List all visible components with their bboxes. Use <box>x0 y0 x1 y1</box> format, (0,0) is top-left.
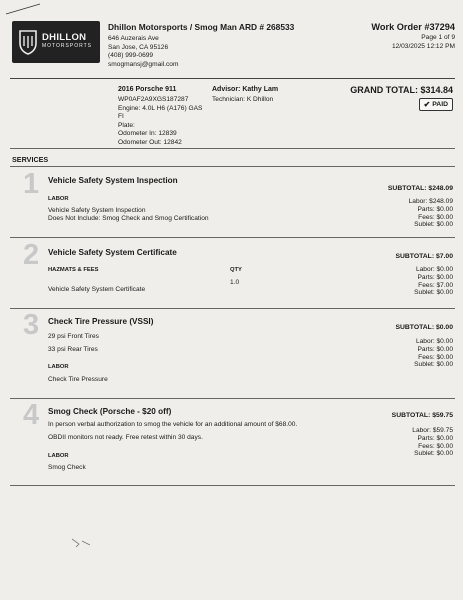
shop-address1: 646 Auzerais Ave <box>108 35 159 42</box>
work-order-datetime: 12/03/2025 12:12 PM <box>391 42 455 50</box>
service-number: 3 <box>23 309 40 341</box>
work-order-block <box>325 22 455 51</box>
shop-address2: San Jose, CA 95126 <box>108 43 169 51</box>
service-line: Vehicle Safety System Certificate <box>48 286 146 293</box>
shop-email: smogmansj@gmail.com <box>108 60 179 68</box>
service-title: Vehicle Safety System Inspection <box>48 176 178 185</box>
shield-logo-icon <box>18 29 38 55</box>
fees-amount: Fees: $0.00 <box>418 213 453 221</box>
advisor-name: Advisor: Kathy Lam <box>212 86 279 93</box>
advisor-info <box>212 86 322 105</box>
service-money <box>363 338 453 369</box>
service-line: Does Not Include: Smog Check and Smog Certification <box>48 215 209 222</box>
labor-amount: Labor: $0.00 <box>415 338 453 345</box>
service-section-label: LABOR <box>48 364 69 370</box>
scribble-mark <box>70 535 94 549</box>
service-number: 2 <box>23 239 40 271</box>
shop-info <box>108 22 328 69</box>
work-order-title: Work Order #37294 <box>371 22 455 32</box>
service-line: Check Tire Pressure <box>48 376 108 383</box>
service-subtotal: SUBTOTAL: $59.75 <box>391 412 453 419</box>
service-divider <box>10 308 455 309</box>
vehicle-engine-cont: FI <box>118 113 124 121</box>
service-money <box>363 427 453 458</box>
service-note: OBDII monitors not ready. Free retest within 30 days. <box>48 434 203 441</box>
labor-amount: Labor: $0.00 <box>415 266 453 273</box>
service-divider <box>10 237 455 238</box>
service-subtotal: SUBTOTAL: $7.00 <box>395 253 453 260</box>
vehicle-vin: WP0AF2A9XGS187287 <box>118 96 189 103</box>
qty-value: 1.0 <box>230 279 240 286</box>
vehicle-info <box>118 86 213 148</box>
labor-amount: Labor: $248.09 <box>408 198 453 205</box>
technician-name: Technician: K Dhillon <box>212 96 274 103</box>
shop-phone: (408) 999-0699 <box>108 52 154 60</box>
service-section-label: LABOR <box>48 453 69 459</box>
info-divider <box>10 148 455 149</box>
vehicle-model: 2016 Porsche 911 <box>118 86 177 93</box>
services-divider <box>10 166 455 167</box>
service-divider <box>10 398 455 399</box>
service-title: Vehicle Safety System Certificate <box>48 248 177 257</box>
sublet-amount: Sublet: $0.00 <box>414 289 453 297</box>
logo-subtitle: MOTORSPORTS <box>42 43 92 49</box>
service-line: Smog Check <box>48 464 86 471</box>
service-note: 33 psi Rear Tires <box>48 346 98 353</box>
service-note: 29 psi Front Tires <box>48 333 99 340</box>
fees-amount: Fees: $0.00 <box>418 442 453 450</box>
sublet-amount: Sublet: $0.00 <box>414 450 453 458</box>
service-money <box>363 266 453 297</box>
sublet-amount: Sublet: $0.00 <box>414 361 453 369</box>
service-subtotal: SUBTOTAL: $0.00 <box>395 324 453 331</box>
fees-amount: Fees: $0.00 <box>418 353 453 361</box>
service-note: In person verbal authorization to smog the vehicle for an additional amount of $68.00. <box>48 421 298 428</box>
check-icon: ✔ <box>423 100 431 109</box>
vehicle-plate: Plate: <box>118 121 135 129</box>
service-money <box>363 198 453 229</box>
vehicle-engine: Engine: 4.0L H6 (A176) GAS <box>118 104 203 112</box>
service-section-label: HAZMATS & FEES <box>48 267 99 273</box>
odometer-out: Odometer Out: 12842 <box>118 138 182 146</box>
labor-amount: Labor: $59.75 <box>412 427 453 434</box>
header-divider <box>10 78 455 79</box>
grand-total-block <box>313 85 453 111</box>
logo-name: DHILLON <box>42 32 87 43</box>
service-divider <box>10 485 455 486</box>
parts-amount: Parts: $0.00 <box>417 434 453 442</box>
page-number: Page 1 of 9 <box>421 34 455 41</box>
odometer-in: Odometer In: 12839 <box>118 130 177 138</box>
service-line: Vehicle Safety System Inspection <box>48 207 146 214</box>
paid-label: PAID <box>432 101 448 108</box>
grand-total: GRAND TOTAL: $314.84 <box>350 85 453 95</box>
services-heading: SERVICES <box>12 155 49 164</box>
pen-mark <box>4 2 44 16</box>
paid-badge <box>419 98 453 111</box>
sublet-amount: Sublet: $0.00 <box>414 221 453 229</box>
parts-amount: Parts: $0.00 <box>417 205 453 213</box>
service-number: 4 <box>23 399 40 431</box>
parts-amount: Parts: $0.00 <box>417 273 453 281</box>
fees-amount: Fees: $7.00 <box>418 281 453 289</box>
service-title: Smog Check (Porsche - $20 off) <box>48 407 172 416</box>
shop-logo <box>12 21 100 63</box>
parts-amount: Parts: $0.00 <box>417 345 453 353</box>
shop-name: Dhillon Motorsports / Smog Man ARD # 268533 <box>108 22 295 32</box>
qty-label: QTY <box>230 267 242 273</box>
service-section-label: LABOR <box>48 196 69 202</box>
service-number: 1 <box>23 168 40 200</box>
service-subtotal: SUBTOTAL: $248.09 <box>387 185 453 192</box>
service-title: Check Tire Pressure (VSSI) <box>48 317 154 326</box>
